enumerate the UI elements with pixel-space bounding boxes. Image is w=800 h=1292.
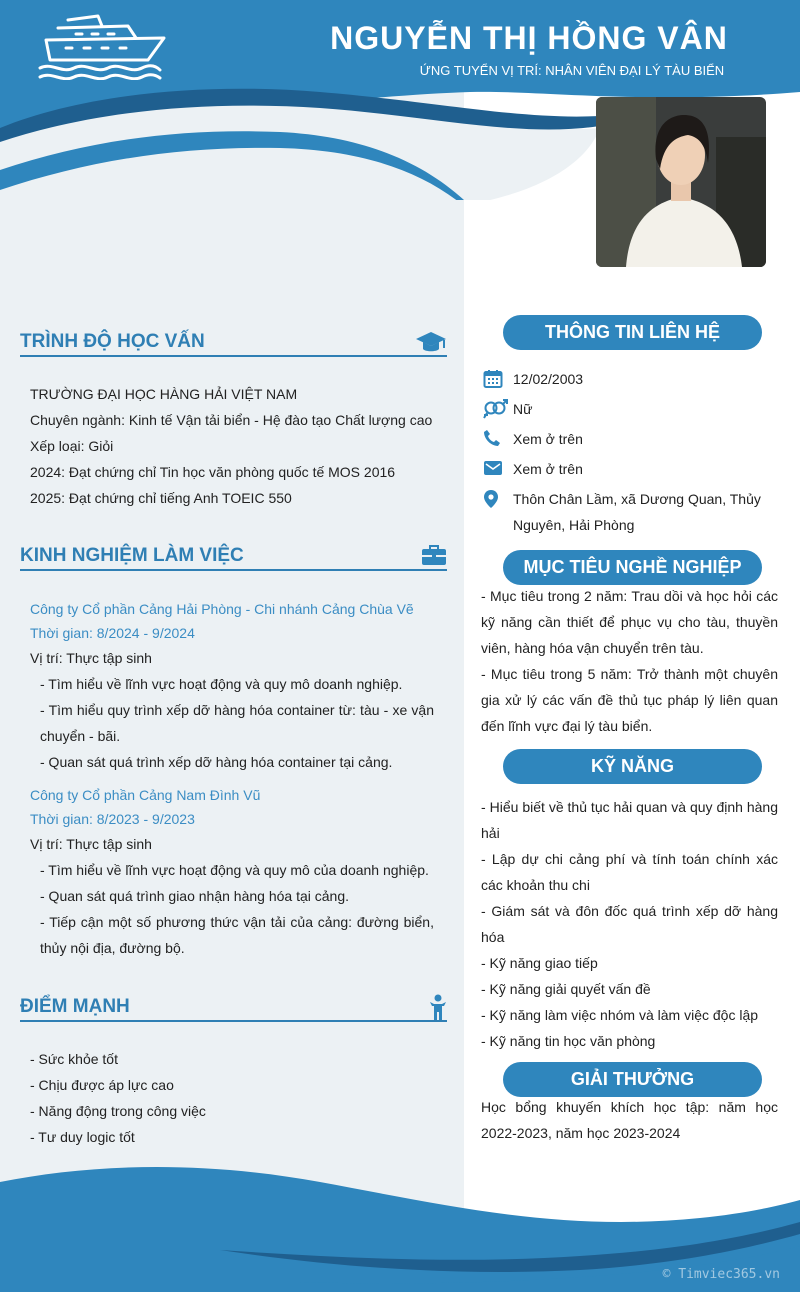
contact-text: Thôn Chân Lầm, xã Dương Quan, Thủy Nguyên, Hải Phòng: [513, 491, 761, 533]
job-time: Thời gian: 8/2024 - 9/2024: [30, 625, 195, 641]
job-company: Công ty Cổ phần Cảng Hải Phòng - Chi nhánh Cảng Chùa Vẽ: [30, 601, 414, 617]
education-heading: [20, 327, 447, 357]
strength-item: - Tư duy logic tốt: [30, 1129, 135, 1145]
skill-item: - Kỹ năng giải quyết vấn đề: [481, 981, 651, 997]
briefcase-icon: [421, 543, 447, 567]
skill-item: - Hiểu biết về thủ tục hải quan và quy định hàng hải: [481, 799, 778, 841]
objective-heading: MỤC TIÊU NGHỀ NGHIỆP: [503, 550, 762, 585]
applied-position: ỨNG TUYỂN VỊ TRÍ: NHÂN VIÊN ĐẠI LÝ TÀU BIỂN: [419, 63, 725, 78]
job-task: - Quan sát quá trình xếp dỡ hàng hóa container tại cảng.: [40, 754, 393, 770]
experience-section: [20, 541, 447, 961]
skill-item: - Kỹ năng làm việc nhóm và làm việc độc lập: [481, 1007, 759, 1023]
calendar-icon: [483, 369, 503, 389]
contact-address: [483, 486, 783, 538]
profile-photo: [596, 97, 766, 267]
contact-text: 12/02/2003: [513, 371, 584, 387]
email-icon: [483, 459, 503, 477]
contact-text: Xem ở trên: [513, 461, 583, 477]
contact-phone: [483, 426, 783, 456]
location-icon: [483, 489, 499, 509]
contact-text: Nữ: [513, 401, 533, 417]
skill-item: - Kỹ năng tin học văn phòng: [481, 1033, 656, 1049]
education-section: [20, 327, 447, 511]
job-task: - Quan sát quá trình giao nhận hàng hóa tại cảng.: [40, 888, 350, 904]
education-line: 2025: Đạt chứng chỉ tiếng Anh TOEIC 550: [30, 490, 292, 506]
strengths-section: [20, 992, 447, 1150]
skill-item: - Lập dự chi cảng phí và tính toán chính xác các khoản thu chi: [481, 851, 778, 893]
person-icon: [429, 994, 447, 1020]
skill-item: - Kỹ năng giao tiếp: [481, 955, 598, 971]
strength-item: - Chịu được áp lực cao: [30, 1077, 174, 1093]
awards-heading: GIẢI THƯỞNG: [503, 1062, 762, 1097]
candidate-name: NGUYỄN THỊ HỒNG VÂN: [330, 20, 728, 56]
job-task: - Tiếp cận một số phương thức vận tải của cảng: đường biển, thủy nội địa, đường bộ.: [40, 914, 434, 956]
contact-email: [483, 456, 783, 486]
gender-icon: [483, 399, 509, 419]
contact-gender: [483, 396, 783, 426]
ship-logo-icon: [36, 14, 168, 80]
phone-icon: [483, 429, 501, 447]
job-position: Vị trí: Thực tập sinh: [30, 650, 152, 666]
education-title: TRÌNH ĐỘ HỌC VẤN: [20, 331, 205, 352]
awards-body: Học bổng khuyến khích học tập: năm học 2022-2023, năm học 2023-2024: [481, 1099, 778, 1141]
job-task: - Tìm hiểu về lĩnh vực hoạt động và quy mô doanh nghiệp.: [40, 676, 403, 692]
strengths-title: ĐIỂM MẠNH: [20, 996, 130, 1017]
strengths-heading: [20, 992, 447, 1022]
job-company: Công ty Cổ phần Cảng Nam Đình Vũ: [30, 787, 261, 803]
education-line: 2024: Đạt chứng chỉ Tin học văn phòng quốc tế MOS 2016: [30, 464, 396, 480]
strength-item: - Năng động trong công việc: [30, 1103, 206, 1119]
skills-heading: KỸ NĂNG: [503, 749, 762, 784]
skill-item: - Giám sát và đôn đốc quá trình xếp dỡ hàng hóa: [481, 903, 778, 945]
education-line: Xếp loại: Giỏi: [30, 438, 114, 454]
contact-list: [483, 366, 783, 538]
contact-birthdate: [483, 366, 783, 396]
education-line: TRƯỜNG ĐẠI HỌC HÀNG HẢI VIỆT NAM: [30, 386, 298, 402]
job-task: - Tìm hiểu quy trình xếp dỡ hàng hóa container từ: tàu - xe vận chuyển - bãi.: [40, 702, 434, 744]
job-position: Vị trí: Thực tập sinh: [30, 836, 152, 852]
objective-body: [481, 583, 778, 739]
graduation-cap-icon: [415, 329, 447, 355]
strength-item: - Sức khỏe tốt: [30, 1051, 118, 1067]
job-time: Thời gian: 8/2023 - 9/2023: [30, 811, 195, 827]
contact-text: Xem ở trên: [513, 431, 583, 447]
education-line: Chuyên ngành: Kinh tế Vận tải biển - Hệ đào tạo Chất lượng cao: [30, 412, 433, 428]
experience-heading: [20, 541, 447, 571]
objective-item: - Mục tiêu trong 5 năm: Trở thành một chuyên gia xử lý các vấn đề thủ tục pháp lý liên quan đến lĩnh vực đại lý tàu biển.: [481, 666, 778, 734]
experience-title: KINH NGHIỆM LÀM VIỆC: [20, 545, 244, 566]
contact-heading: THÔNG TIN LIÊN HỆ: [503, 315, 762, 350]
skills-body: [481, 794, 778, 1054]
job-task: - Tìm hiểu về lĩnh vực hoạt động và quy mô của doanh nghiệp.: [40, 862, 429, 878]
objective-item: - Mục tiêu trong 2 năm: Trau dồi và học hỏi các kỹ năng cần thiết để phục vụ cho tàu, thuyền viên, hàng hóa vận chuyển trên tàu.: [481, 588, 778, 656]
watermark: © Timviec365.vn: [662, 1267, 780, 1282]
